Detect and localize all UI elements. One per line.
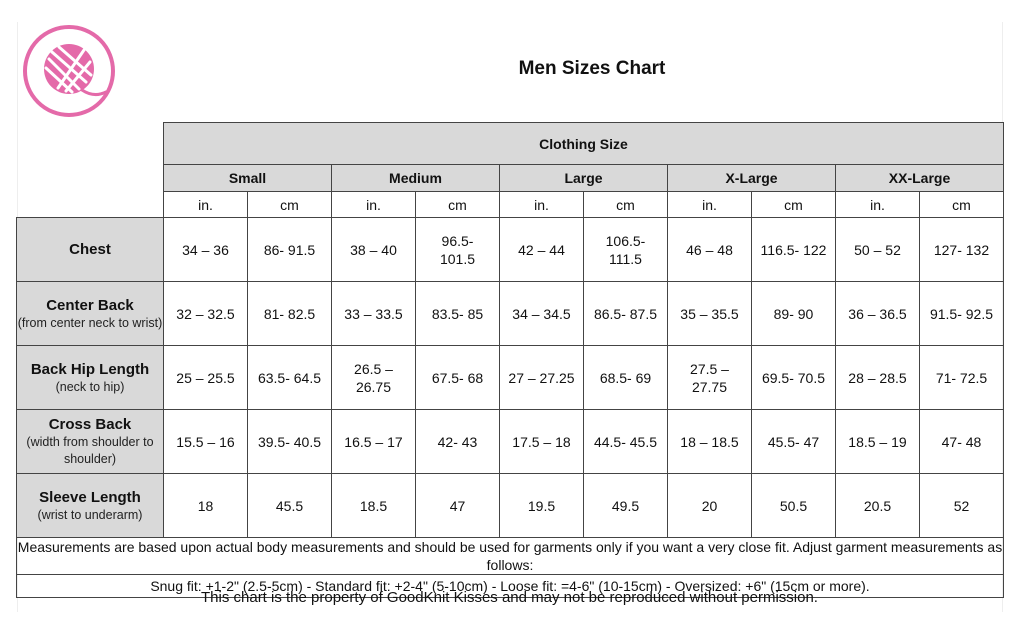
table-cell: 42- 43 [416,410,500,474]
table-cell: 127- 132 [920,218,1004,282]
table-cell: 25 – 25.5 [164,346,248,410]
size-header-small: Small [164,165,332,192]
unit-header: cm [584,192,668,218]
table-cell: 28 – 28.5 [836,346,920,410]
unit-header: in. [836,192,920,218]
table-cell: 20.5 [836,474,920,538]
table-row [17,346,1004,410]
table-cell: 18.5 – 19 [836,410,920,474]
table-cell: 67.5- 68 [416,346,500,410]
table-cell: 52 [920,474,1004,538]
row-label: Cross Back [48,416,132,433]
table-cell: 16.5 – 17 [332,410,416,474]
table-cell: 68.5- 69 [584,346,668,410]
table-cell: 20 [668,474,752,538]
table-cell: 47- 48 [920,410,1004,474]
unit-header: cm [752,192,836,218]
table-cell: 26.5 – 26.75 [332,346,416,410]
unit-header: in. [332,192,416,218]
unit-header: in. [668,192,752,218]
unit-header: cm [416,192,500,218]
table-cell: 47 [416,474,500,538]
table-cell: 15.5 – 16 [164,410,248,474]
table-row [17,282,1004,346]
table-row [17,474,1004,538]
table-cell: 50.5 [752,474,836,538]
row-label: Sleeve Length [39,488,141,506]
clothing-size-header: Clothing Size [164,123,1004,165]
table-cell: 71- 72.5 [920,346,1004,410]
corner-cell [17,123,164,218]
table-cell: 18.5 [332,474,416,538]
size-header-medium: Medium [332,165,500,192]
table-cell: 34 – 36 [164,218,248,282]
size-header-large: Large [500,165,668,192]
table-cell: 81- 82.5 [248,282,332,346]
yarn-ball-icon [22,24,116,118]
table-cell: 38 – 40 [332,218,416,282]
row-label: Chest [69,241,111,258]
page-title: Men Sizes Chart [518,58,666,79]
row-label: Center Back [46,296,134,314]
unit-header: in. [500,192,584,218]
table-cell: 46 – 48 [668,218,752,282]
size-table [16,122,1004,598]
table-cell: 35 – 35.5 [668,282,752,346]
row-sublabel: (wrist to underarm) [37,507,143,522]
table-cell: 96.5- 101.5 [416,218,500,282]
fit-guide-note: Snug fit: +1-2" (2.5-5cm) - Standard fit: +2-4" (5-10cm) - Loose fit: =4-6" (10-15cm) - Oversized: +6" (15cm or more). [17,575,1004,598]
row-sublabel: (neck to hip) [55,379,125,394]
row-header [17,346,164,410]
table-cell: 17.5 – 18 [500,410,584,474]
row-header [17,474,164,538]
table-cell: 18 [164,474,248,538]
table-cell: 49.5 [584,474,668,538]
table-cell: 86.5- 87.5 [584,282,668,346]
table-cell: 27 – 27.25 [500,346,584,410]
unit-header: cm [920,192,1004,218]
unit-header: cm [248,192,332,218]
table-cell: 18 – 18.5 [668,410,752,474]
table-cell: 19.5 [500,474,584,538]
table-row [17,410,1004,474]
table-cell: 116.5- 122 [752,218,836,282]
table-cell: 89- 90 [752,282,836,346]
table-cell: 83.5- 85 [416,282,500,346]
row-label: Back Hip Length [30,360,150,378]
row-header [17,282,164,346]
table-cell: 36 – 36.5 [836,282,920,346]
size-header-xx-large: XX-Large [836,165,1004,192]
table-cell: 39.5- 40.5 [248,410,332,474]
table-cell: 27.5 – 27.75 [668,346,752,410]
row-sublabel: (from center neck to wrist) [17,315,163,330]
row-sublabel: (width from shoulder to shoulder) [26,435,154,466]
table-cell: 34 – 34.5 [500,282,584,346]
unit-header: in. [164,192,248,218]
table-cell: 63.5- 64.5 [248,346,332,410]
measurement-note: Measurements are based upon actual body measurements and should be used for garments only if you want a very close fit. Adjust garment measurements as follows: [17,539,1003,573]
table-cell: 32 – 32.5 [164,282,248,346]
size-header-x-large: X-Large [668,165,836,192]
table-cell: 45.5- 47 [752,410,836,474]
table-cell: 106.5- 111.5 [584,218,668,282]
table-row [17,218,1004,282]
table-cell: 50 – 52 [836,218,920,282]
table-cell: 69.5- 70.5 [752,346,836,410]
row-header [17,218,164,282]
table-cell: 45.5 [248,474,332,538]
row-header [17,410,164,474]
table-cell: 42 – 44 [500,218,584,282]
table-cell: 86- 91.5 [248,218,332,282]
table-cell: 33 – 33.5 [332,282,416,346]
copyright-footer: This chart is the property of GoodKnit Kisses and may not be reproduced without permission. [201,589,818,606]
table-cell: 91.5- 92.5 [920,282,1004,346]
table-cell: 44.5- 45.5 [584,410,668,474]
